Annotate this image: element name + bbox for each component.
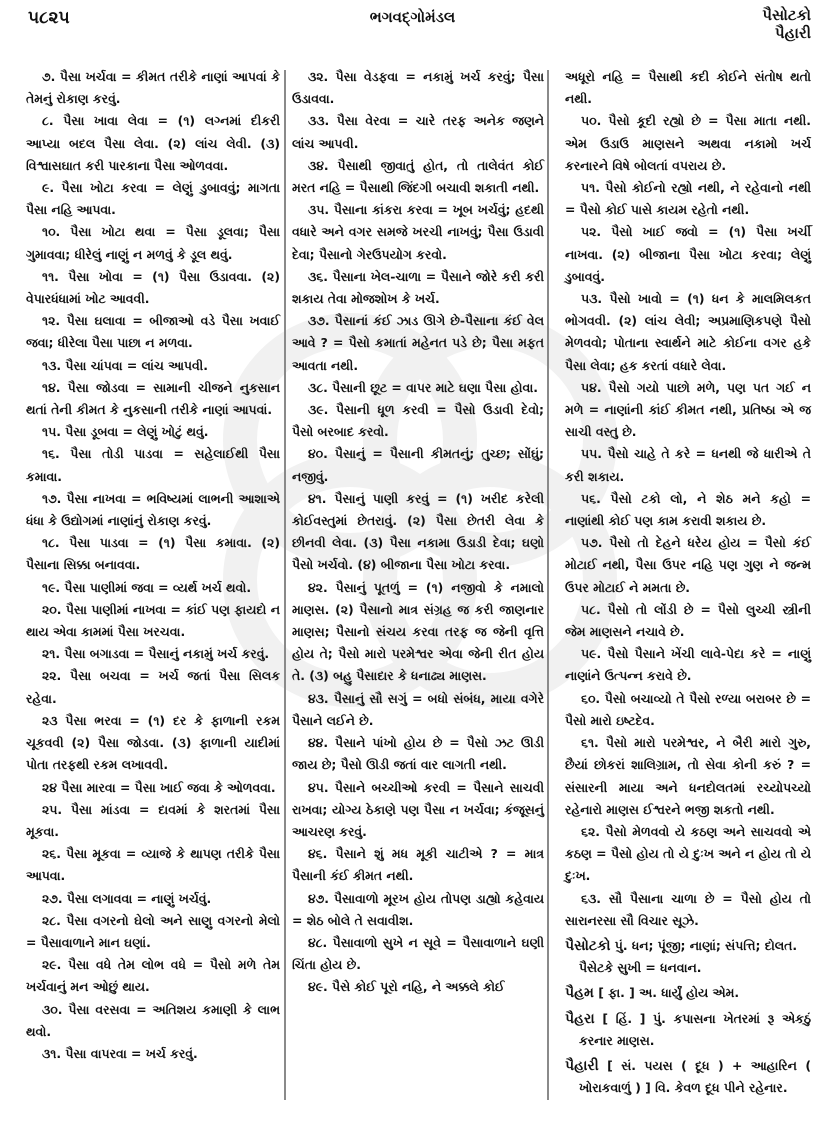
headword-entry	[565, 1008, 811, 1052]
dictionary-entry: ૧૨. પૈસા ઘલાવા = બીજાઓ વડે પૈસા ખવાઈ જવા; ધીરેલા પૈસા પાછા ન મળવા.	[26, 313, 280, 351]
column-divider	[547, 70, 549, 1100]
headword: પૈહારી	[565, 1057, 599, 1074]
dictionary-entry: ૬૦. પૈસો બચાવ્યો તે પૈસો રળ્યા બરાબર છે = પૈસો મારો ઇષ્ટદેવ.	[565, 690, 811, 728]
guide-words	[762, 6, 811, 42]
column-divider	[284, 70, 286, 1100]
dictionary-entry: ૩૧. પૈસા વાપરવા = ખર્ચ કરવું.	[42, 1045, 198, 1061]
dictionary-entry: અધૂરો નહિ = પૈસાથી કદી કોઈને સંતોષ થતો નથી.	[565, 69, 811, 107]
headword: પૈહરા	[565, 1010, 595, 1027]
dictionary-entry: ૪૧. પૈસાનું પાણી કરવું = (૧) ખરીદ કરેલી કોઈવસ્તુમાં છેતરાવું. (૨) પૈસા છેતરી લેવા કે છીનવી લેવા. (૩) પૈસા નકામા ઉડાડી દેવા; ઘણો પૈસો ખર્ચવો. (૪) બીજાના પૈસા ખોટા કરવા.	[292, 490, 544, 573]
column-3	[565, 66, 811, 1099]
headword: પૈહમ	[565, 985, 594, 1002]
dictionary-entry: ૨૮. પૈસા વગરનો ઘેલો અને સાણુ વગરનો મેલો = પૈસાવાળાને માન ઘણાં.	[26, 912, 280, 950]
dictionary-entry: ૭. પૈસા ખર્ચવા = કીમત તરીકે નાણાં આપવાં કે તેમનું રોકાણ કરવું.	[26, 69, 280, 107]
dictionary-entry: ૧૭. પૈસા નાખવા = ભવિષ્યમાં લાભની આશાએ ધંધા કે ઉદ્યોગમાં નાણાંનું રોકાણ કરવું.	[26, 490, 280, 529]
headword-definition: [ ફા. ] અ. ધાર્યું હોય એમ.	[598, 985, 740, 1001]
headword-definition: પું. ધન; પૂંજી; નાણાં; સંપત્તિ; દોલત.	[614, 937, 798, 953]
dictionary-entry: ૫૪. પૈસો ગયો પાછો મળે, પણ પત ગઈ ન મળે = નાણાંની કાંઈ કીમત નથી, પ્રતિષ્ઠા એ જ સાચી વસ્તુ છે.	[565, 379, 811, 440]
dictionary-entry: ૩૪. પૈસાથી જીવાતું હોત, તો તાલેવંત કોઈ મરત નહિ = પૈસાથી જિંદગી બચાવી શકાતી નથી.	[292, 157, 544, 196]
dictionary-entry: ૨૧. પૈસા બગાડવા = પૈસાનું નકામું ખર્ચ કરવું.	[42, 646, 270, 662]
headword-entry	[565, 935, 811, 979]
dictionary-entry: ૫૭. પૈસો તો દેહને ધરેય હોય = પૈસો કંઈ મોટાઈ નથી, પૈસા ઉપર નહિ પણ ગુણ ને જન્મ ઉપર મોટાઈ ને મમતા છે.	[565, 535, 811, 595]
dictionary-entry: ૩૨. પૈસા વેડફવા = નકામું ખર્ચ કરવું; પૈસા ઉડાવવા.	[292, 69, 544, 107]
page-header	[0, 0, 825, 60]
headword-definition: [ સં. પયસ ( દૂધ ) + આહારિન ( ખોરાકવાળું ) ] વિ. કેવળ દૂધ પીને રહેનાર.	[579, 1057, 811, 1096]
dictionary-entry: ૫૬. પૈસો ટકો લો, ને શેઠ મને કહો = નાણાંથી કોઈ પણ કામ કરાવી શકાય છે.	[565, 490, 811, 529]
dictionary-entry: ૨૬. પૈસા મૂકવા = વ્યાજે કે થાપણ તરીકે પૈસા આપવા.	[26, 846, 280, 884]
dictionary-entry: ૨૨. પૈસા બચવા = ખર્ચ જતાં પૈસા સિલક રહેવા.	[26, 668, 280, 706]
dictionary-entry: ૧૯. પૈસા પાણીમાં જવા = વ્યર્થ ખર્ચ થવો.	[42, 579, 252, 595]
dictionary-entry: ૩૬. પૈસાના ખેલ-ચાળા = પૈસાને જોરે કરી કરી શકાય તેવા મોજશોખ કે ખર્ચ.	[292, 268, 544, 307]
dictionary-entry: ૪૬. પૈસાને શું મધ મૂકી ચાટીએ ? = માત્ર પૈસાની કંઈ કીમત નથી.	[292, 846, 544, 884]
dictionary-entry: ૨૪ પૈસા મારવા = પૈસા ખાઈ જવા કે ઓળવવા.	[42, 779, 276, 795]
dictionary-entry: ૬૨. પૈસો મેળવવો યે કઠણ અને સાચવવો એ કઠણ = પૈસો હોય તો યે દુઃખ અને ન હોય તો યે દુઃખ.	[565, 823, 811, 884]
dictionary-entry: ૪૦. પૈસાનું = પૈસાની કીમતનું; તુચ્છ; સોંઘું; નજીવું.	[292, 446, 544, 484]
dictionary-entry: ૪૫. પૈસાને બચ્ચીઓ કરવી = પૈસાને સાચવી રાખવા; યોગ્ય ઠેકાણે પણ પૈસા ન ખર્ચવા; કંજૂસનું આચરણ કરવું.	[292, 779, 544, 839]
dictionary-entry: ૪૭. પૈસાવાળો મૂરખ હોય તોપણ ડાહ્યો કહેવાય = શેઠ બોલે તે સવાવીશ.	[292, 890, 544, 928]
guide-word-first: પૈસોટકો	[762, 6, 811, 24]
dictionary-entry: ૫૩. પૈસો ખાવો = (૧) ધન કે માલમિલકત ભોગવવી. (૨) લાંચ લેવી; અપ્રમાણિકપણે પૈસો મેળવવો; પોતાના સ્વાર્થને માટે કોઈના વગર હકે પૈસા લેવા; હક કરતાં વધારે લેવા.	[565, 291, 811, 373]
dictionary-entry: ૧૮. પૈસા પાડવા = (૧) પૈસા કમાવા. (૨) પૈસાના સિક્કા બનાવવા.	[26, 535, 280, 573]
dictionary-entry: ૩૦. પૈસા વરસવા = અતિશય કમાણી કે લાભ થવો.	[26, 1001, 280, 1039]
dictionary-entry: ૧૫. પૈસા ડૂબવા = લેણું ખોટું થવું.	[42, 424, 209, 440]
dictionary-entry: ૫૨. પૈસો ખાઈ જવો = (૧) પૈસા ખર્ચી નાખવા. (૨) બીજાના પૈસા ખોટા કરવા; લેણું ડુબાવવું.	[565, 224, 811, 284]
column-1	[26, 66, 280, 1065]
dictionary-entry: ૪૯. પૈસે કોઈ પૂરો નહિ, ને અક્કલે કોઈ	[308, 979, 505, 995]
dictionary-entry: ૩૭. પૈસાનાં કંઈ ઝાડ ઊગે છે-પૈસાના કંઈ વેલ આવે ? = પૈસો કમાતાં મહેનત પડે છે; પૈસા મફત આવતા નથી.	[292, 313, 544, 373]
dictionary-entry: ૪૮. પૈસાવાળો સુખે ન સૂવે = પૈસાવાળાને ઘણી ચિંતા હોય છે.	[292, 934, 544, 973]
dictionary-entry: ૫૧. પૈસો કોઈનો રહ્યો નથી, ને રહેવાનો નથી = પૈસો કોઈ પાસે કાયમ રહેતો નથી.	[565, 180, 811, 218]
dictionary-entry: ૨૩ પૈસા ભરવા = (૧) દર કે ફાળાની રકમ ચૂકવવી (૨) પૈસા જોડવા. (૩) ફાળાની યાદીમાં પોતા તરફથી રકમ લખાવવી.	[26, 712, 280, 773]
dictionary-entry: ૫૯. પૈસો પૈસાને ખેંચી લાવે-પેદા કરે = નાણું નાણાંને ઉત્પન્ન કરાવે છે.	[565, 646, 811, 684]
dictionary-entry: ૨૯. પૈસા વધે તેમ લોભ વધે = પૈસો મળે તેમ ખર્ચવાનું મન ઓછું થાય.	[26, 957, 280, 995]
dictionary-entry: ૩૫. પૈસાના કાંકરા કરવા = ખૂબ ખર્ચવું; હદથી વધારે અને વગર સમજે ખરચી નાખવું; પૈસા ઉડાવી દેવા; પૈસાનો ગેરઉપયોગ કરવો.	[292, 202, 544, 262]
dictionary-entry: ૮. પૈસા ખાવા લેવા = (૧) લગ્નમાં દીકરી આપ્યા બદલ પૈસા લેવા. (૨) લાંચ લેવી. (૩) વિશ્વાસઘાત કરી પારકાના પૈસા ઓળવવા.	[26, 113, 280, 173]
dictionary-entry: ૧૩. પૈસા ચાંપવા = લાંચ આપવી.	[42, 357, 208, 373]
dictionary-entry: ૪૨. પૈસાનું પૂતળું = (૧) નજીવો કે નમાલો માણસ. (૨) પૈસાનો માત્ર સંગ્રહ જ કરી જાણનાર માણસ; પૈસાનો સંચય કરવા તરફ જ જેની વૃત્તિ હોય તે; પૈસો મારો પરમેશ્વર એવા જેની રીત હોય તે. (૩) બહુ પૈસાદાર કે ધનાઢ્ય માણસ.	[292, 579, 544, 684]
page-number: ૫૮૨૫	[28, 8, 70, 28]
headword-entry	[565, 1055, 811, 1099]
dictionary-entry: ૫૫. પૈસો ચાહે તે કરે = ધનથી જે ધારીએ તે કરી શકાય.	[565, 446, 811, 484]
dictionary-entry: ૨૭. પૈસા લગાવવા = નાણું ખર્ચવું.	[42, 890, 212, 906]
dictionary-entry: ૪૪. પૈસાને પાંખો હોય છે = પૈસો ઝટ ઊડી જાય છે; પૈસો ઊડી જતાં વાર લાગતી નથી.	[292, 735, 544, 773]
headword-sub-entry: પૈસેટકે સુખી = ધનવાન.	[579, 960, 702, 976]
dictionary-entry: ૧૪. પૈસા જોડવા = સામાની ચીજને નુકસાન થતાં તેની કીમત કે નુકસાની તરીકે નાણાં આપવાં.	[26, 379, 280, 418]
dictionary-entry: ૩૩. પૈસા વેરવા = ચારે તરફ અનેક જણને લાંચ આપવી.	[292, 113, 544, 151]
dictionary-title: ભગવદ્ગોમંડલ	[369, 8, 456, 26]
dictionary-entry: ૬૩. સૌ પૈસાના ચાળા છે = પૈસો હોય તો સારાનરસા સૌ વિચાર સૂઝે.	[565, 890, 811, 928]
headword: પૈસોટકો	[565, 937, 611, 954]
column-2	[292, 66, 544, 999]
dictionary-entry: ૫૦. પૈસો કૂદી રહ્યો છે = પૈસા માતા નથી. એમ ઉડાઉ માણસને અથવા નકામો ખર્ચ કરનારને વિષે બોલતાં વપરાય છે.	[565, 113, 811, 173]
dictionary-entry: ૨૫. પૈસા માંડવા = દાવમાં કે શરતમાં પૈસા મૂકવા.	[26, 801, 280, 839]
dictionary-entry: ૧૬. પૈસા તોડી પાડવા = સહેલાઈથી પૈસા કમાવા.	[26, 446, 280, 484]
dictionary-entry: ૩૮. પૈસાની છૂટ = વાપર માટે ઘણા પૈસા હોવા.	[308, 379, 538, 395]
dictionary-entry: ૫૮. પૈસો તો લોંડી છે = પૈસો લુચ્ચી સ્ત્રીની જેમ માણસને નચાવે છે.	[565, 601, 811, 640]
dictionary-entry: ૬૧. પૈસો મારો પરમેશ્વર, ને બૈરી મારો ગુરુ, છૈયાં છોકરાં શાલિગ્રામ, તો સેવા કોની કરું ? = સંસારની માયા અને ધનદોલતમાં રચ્યોપચ્યો રહેનારો માણસ ઈશ્વરને ભજી શકતો નથી.	[565, 735, 811, 817]
guide-word-last: પૈહારી	[774, 24, 811, 42]
dictionary-entry: ૨૦. પૈસા પાણીમાં નાખવા = કાંઈ પણ ફાયદો ન થાય એવા કામમાં પૈસા ખરચવા.	[26, 601, 280, 640]
dictionary-entry: ૧૦. પૈસા ખોટા થવા = પૈસા ડૂલવા; પૈસા ગુમાવવા; ધીરેલું નાણું ન મળવું કે ડૂલ થવું.	[26, 224, 280, 262]
headword-definition: [ હિં. ] પું. કપાસના ખેતરમાં રૂ એકઠું કરનાર માણસ.	[579, 1010, 811, 1048]
dictionary-entry: ૯. પૈસા ખોટા કરવા = લેણું ડુબાવવું; માગતા પૈસા નહિ આપવા.	[26, 180, 280, 218]
headword-entry	[565, 982, 811, 1004]
dictionary-entry: ૪૩. પૈસાનું સૌ સગું = બધો સંબંધ, માયા વગેરે પૈસાને લઈને છે.	[292, 690, 544, 728]
dictionary-entry: ૧૧. પૈસા ખોવા = (૧) પૈસા ઉડાવવા. (૨) વેપારધંધામાં ખોટ આવવી.	[26, 268, 280, 307]
dictionary-entry: ૩૯. પૈસાની ધૂળ કરવી = પૈસો ઉડાવી દેવો; પૈસો બરબાદ કરવો.	[292, 402, 544, 440]
